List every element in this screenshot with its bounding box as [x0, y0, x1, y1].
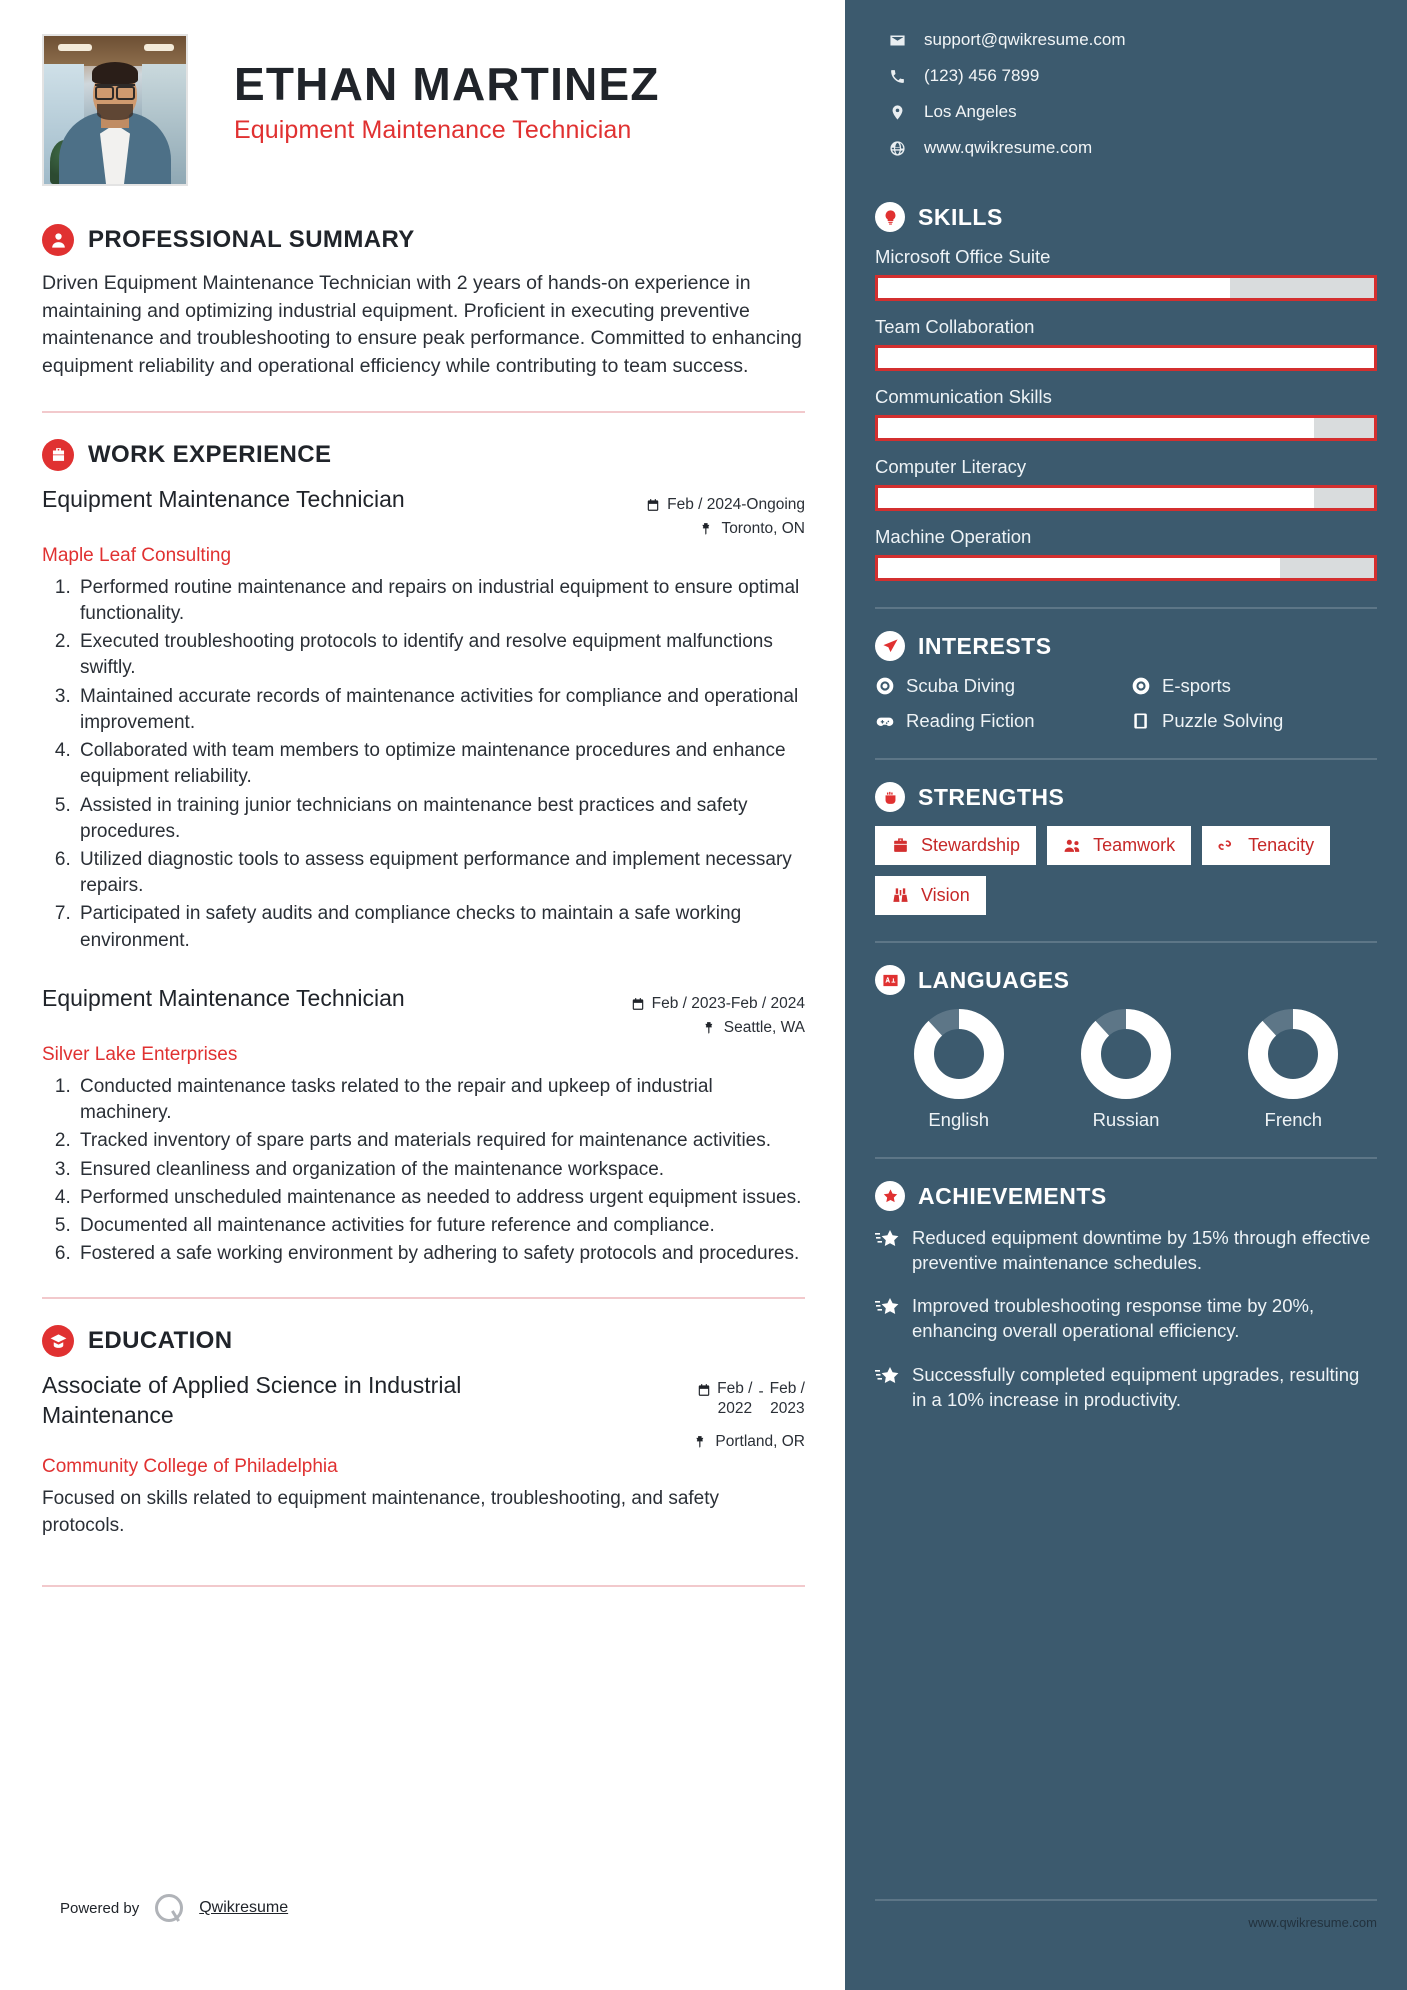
list-item: 6. Utilized diagnostic tools to assess equipment performance and implement necessary repairs. — [76, 847, 805, 899]
contact-website[interactable] — [889, 138, 1377, 158]
chain-link-icon — [1218, 836, 1237, 855]
sidebar-footer-url: www.qwikresume.com — [1248, 1915, 1377, 1930]
interest-label: E-sports — [1162, 675, 1231, 696]
shooting-star-icon — [875, 1228, 899, 1252]
list-item: 6. Fostered a safe working environment by adhering to safety protocols and procedures. — [76, 1241, 805, 1267]
page-footer — [60, 1894, 288, 1922]
envelope-icon — [889, 32, 906, 49]
job-role-subtitle: Equipment Maintenance Technician — [234, 116, 632, 145]
education-start-date — [717, 1379, 752, 1418]
section-header — [875, 965, 1377, 995]
date-separator: - — [758, 1383, 764, 1401]
language-item — [1248, 1009, 1338, 1131]
section-title: INTERESTS — [918, 632, 1052, 659]
list-item: 2. Tracked inventory of spare parts and materials required for maintenance activities. — [76, 1128, 805, 1154]
skill-row — [875, 316, 1377, 371]
skill-row — [875, 246, 1377, 301]
strength-chip — [875, 826, 1036, 865]
section-work-experience — [42, 439, 805, 1268]
users-icon — [1063, 836, 1082, 855]
education-dates — [595, 1379, 805, 1418]
job-bullets — [76, 1074, 805, 1268]
skill-progress-bar — [875, 415, 1377, 441]
section-header — [875, 782, 1377, 812]
language-item — [1081, 1009, 1171, 1131]
section-header — [42, 439, 805, 471]
phone-icon — [889, 68, 906, 85]
qwikresume-logo-icon — [155, 1894, 183, 1922]
shooting-star-icon — [875, 1296, 899, 1320]
contact-website-text: www.qwikresume.com — [924, 138, 1093, 157]
profile-photo — [42, 34, 188, 186]
list-item: 7. Participated in safety audits and compliance checks to maintain a safe working environment. — [76, 901, 805, 953]
list-item: 3. Maintained accurate records of maintenance activities for compliance and operational improvement. — [76, 684, 805, 736]
job-location — [595, 517, 805, 541]
skill-label: Team Collaboration — [875, 316, 1035, 337]
school-name: Community College of Philadelphia — [42, 1456, 338, 1478]
strength-chip — [875, 876, 986, 915]
star-badge-icon — [875, 1181, 905, 1211]
interest-item — [875, 710, 1121, 732]
summary-text: Driven Equipment Maintenance Technician with 2 years of hands-on experience in maintaining and optimizing industrial equipment. Proficient in executing preventive maintenance and troubleshooting to ensure peak performance. Committed to enhancing equipment reliability and operational efficiency while contributing to team success. — [42, 272, 802, 378]
contact-list — [875, 30, 1377, 158]
pin-icon — [694, 1435, 708, 1449]
contact-phone[interactable] — [889, 66, 1377, 86]
education-location — [595, 1430, 805, 1454]
lightbulb-icon — [875, 202, 905, 232]
gamepad-icon — [875, 711, 895, 731]
list-item: 4. Collaborated with team members to optimize maintenance procedures and enhance equipment reliability. — [76, 738, 805, 790]
skill-progress-bar — [875, 555, 1377, 581]
section-strengths — [875, 782, 1377, 915]
job-dates-text: Feb / 2023-Feb / 2024 — [651, 994, 805, 1012]
language-donut-chart — [914, 1009, 1004, 1099]
section-skills — [875, 202, 1377, 581]
divider — [875, 941, 1377, 943]
section-education — [42, 1325, 805, 1539]
divider — [875, 607, 1377, 609]
skill-progress-fill — [878, 488, 1314, 508]
divider — [42, 1585, 805, 1587]
graduation-icon — [42, 1325, 74, 1357]
achievement-item — [875, 1225, 1377, 1275]
skill-progress-fill — [878, 558, 1280, 578]
skill-row — [875, 526, 1377, 581]
education-start-month: Feb / — [717, 1380, 753, 1398]
divider — [875, 1899, 1377, 1901]
section-title: WORK EXPERIENCE — [88, 440, 332, 468]
shooting-star-icon — [875, 1365, 899, 1389]
list-item: 1. Conducted maintenance tasks related to the repair and upkeep of industrial machinery. — [76, 1074, 805, 1126]
skill-label: Microsoft Office Suite — [875, 246, 1051, 267]
job-company: Silver Lake Enterprises — [42, 1043, 238, 1065]
paper-plane-icon — [875, 631, 905, 661]
job-title: Equipment Maintenance Technician — [42, 485, 405, 512]
calendar-icon — [697, 1383, 711, 1397]
skill-label: Computer Literacy — [875, 456, 1027, 477]
pin-icon — [703, 1021, 717, 1035]
education-description: Focused on skills related to equipment maintenance, troubleshooting, and safety protocols. — [42, 1488, 720, 1536]
job-bullets — [76, 575, 805, 954]
contact-phone-text: (123) 456 7899 — [924, 66, 1040, 85]
section-header — [875, 202, 1377, 232]
list-item: 5. Assisted in training junior technicians on maintenance best practices and safety procedures. — [76, 793, 805, 845]
skill-progress-fill — [878, 348, 1374, 368]
list-item: 4. Performed unscheduled maintenance as needed to address urgent equipment issues. — [76, 1185, 805, 1211]
divider — [875, 758, 1377, 760]
section-header — [42, 224, 805, 256]
interest-label: Puzzle Solving — [1162, 710, 1284, 731]
interest-item — [1131, 710, 1377, 732]
languages-list — [875, 1009, 1377, 1131]
language-item — [914, 1009, 1004, 1131]
divider — [875, 1157, 1377, 1159]
language-donut-chart — [1081, 1009, 1171, 1099]
education-meta — [595, 1371, 805, 1454]
section-header — [42, 1325, 805, 1357]
achievement-text: Reduced equipment downtime by 15% through effective preventive maintenance schedules. — [912, 1227, 1371, 1274]
skill-label: Communication Skills — [875, 386, 1052, 407]
education-location-text: Portland, OR — [715, 1433, 805, 1451]
location-pin-icon — [889, 104, 906, 121]
book-icon — [1131, 711, 1151, 731]
calendar-icon — [646, 498, 660, 512]
interest-item — [875, 675, 1121, 697]
degree-title: Associate of Applied Science in Industrial Maintenance — [42, 1372, 462, 1428]
interest-label: Scuba Diving — [906, 675, 1016, 696]
strength-label: Vision — [921, 885, 970, 905]
job-meta — [595, 485, 805, 541]
language-label: Russian — [1092, 1109, 1160, 1130]
job-title: Equipment Maintenance Technician — [42, 984, 405, 1011]
qwikresume-link[interactable]: Qwikresume — [199, 1899, 289, 1916]
skill-progress-bar — [875, 345, 1377, 371]
interests-grid — [875, 675, 1377, 732]
skill-progress-fill — [878, 418, 1314, 438]
job-company: Maple Leaf Consulting — [42, 544, 232, 566]
contact-location-text: Los Angeles — [924, 102, 1017, 121]
job-dates-text: Feb / 2024-Ongoing — [667, 495, 805, 513]
powered-by-label: Powered by — [60, 1899, 140, 1917]
binoculars-icon — [891, 886, 910, 905]
skill-progress-bar — [875, 485, 1377, 511]
contact-email-text: support@qwikresume.com — [924, 30, 1126, 49]
education-end-year: 2023 — [770, 1399, 805, 1417]
section-title: SKILLS — [918, 203, 1003, 230]
list-item: 1. Performed routine maintenance and repairs on industrial equipment to ensure optimal functionality. — [76, 575, 805, 627]
skill-row — [875, 456, 1377, 511]
lifebuoy-icon — [875, 676, 895, 696]
strength-label: Tenacity — [1248, 835, 1315, 855]
achievement-text: Successfully completed equipment upgrades, resulting in a 10% increase in productivity. — [912, 1363, 1360, 1410]
globe-icon — [889, 140, 906, 157]
strength-label: Stewardship — [921, 835, 1021, 855]
skill-row — [875, 386, 1377, 441]
job-dates — [595, 493, 805, 517]
skill-progress-bar — [875, 275, 1377, 301]
briefcase-icon — [42, 439, 74, 471]
fist-icon — [875, 782, 905, 812]
language-label: French — [1264, 1109, 1323, 1130]
education-end-month: Feb / — [769, 1380, 805, 1398]
section-header — [875, 631, 1377, 661]
page-title: ETHAN MARTINEZ — [234, 58, 660, 110]
strength-chip — [1047, 826, 1191, 865]
language-donut-chart — [1248, 1009, 1338, 1099]
job-location-text: Toronto, ON — [721, 519, 805, 537]
section-header — [875, 1181, 1377, 1211]
resume-sidebar — [845, 0, 1407, 1990]
language-label: English — [928, 1109, 989, 1130]
skill-progress-fill — [878, 278, 1230, 298]
work-entry — [42, 984, 805, 1268]
sidebar-footer — [875, 1899, 1377, 1930]
calendar-icon — [631, 997, 645, 1011]
interest-item — [1131, 675, 1377, 697]
job-meta — [595, 984, 805, 1040]
achievement-item — [875, 1362, 1377, 1412]
list-item: 5. Documented all maintenance activities for future reference and compliance. — [76, 1213, 805, 1239]
section-languages — [875, 965, 1377, 1131]
section-interests — [875, 631, 1377, 732]
job-location-text: Seattle, WA — [723, 1018, 805, 1036]
lifebuoy-icon — [1131, 676, 1151, 696]
toolbox-icon — [891, 836, 910, 855]
interest-label: Reading Fiction — [906, 710, 1035, 731]
section-title: EDUCATION — [88, 1327, 233, 1355]
translate-icon — [875, 965, 905, 995]
job-dates — [595, 992, 805, 1016]
work-entry — [42, 485, 805, 954]
achievement-item — [875, 1293, 1377, 1343]
divider — [42, 1297, 805, 1299]
contact-email[interactable] — [889, 30, 1377, 50]
section-professional-summary — [42, 224, 805, 381]
education-end-date — [770, 1379, 805, 1418]
pin-icon — [700, 522, 714, 536]
divider — [42, 411, 805, 413]
section-achievements — [875, 1181, 1377, 1412]
job-location — [595, 1016, 805, 1040]
education-entry — [42, 1371, 805, 1454]
list-item: 2. Executed troubleshooting protocols to identify and resolve equipment malfunctions swiftly. — [76, 629, 805, 681]
skill-label: Machine Operation — [875, 526, 1032, 547]
contact-location — [889, 102, 1377, 122]
section-title: STRENGTHS — [918, 783, 1065, 810]
education-start-year: 2022 — [717, 1399, 753, 1417]
strength-chip — [1202, 826, 1330, 865]
section-title: PROFESSIONAL SUMMARY — [88, 226, 415, 253]
person-icon — [42, 224, 74, 256]
section-title: ACHIEVEMENTS — [918, 1182, 1107, 1209]
achievement-text: Improved troubleshooting response time by 20%, enhancing overall operational efficiency. — [912, 1295, 1315, 1342]
resume-header — [42, 34, 805, 186]
strengths-list — [875, 826, 1377, 915]
strength-label: Teamwork — [1093, 835, 1176, 855]
section-title: LANGUAGES — [918, 966, 1070, 993]
list-item: 3. Ensured cleanliness and organization of the maintenance workspace. — [76, 1157, 805, 1183]
